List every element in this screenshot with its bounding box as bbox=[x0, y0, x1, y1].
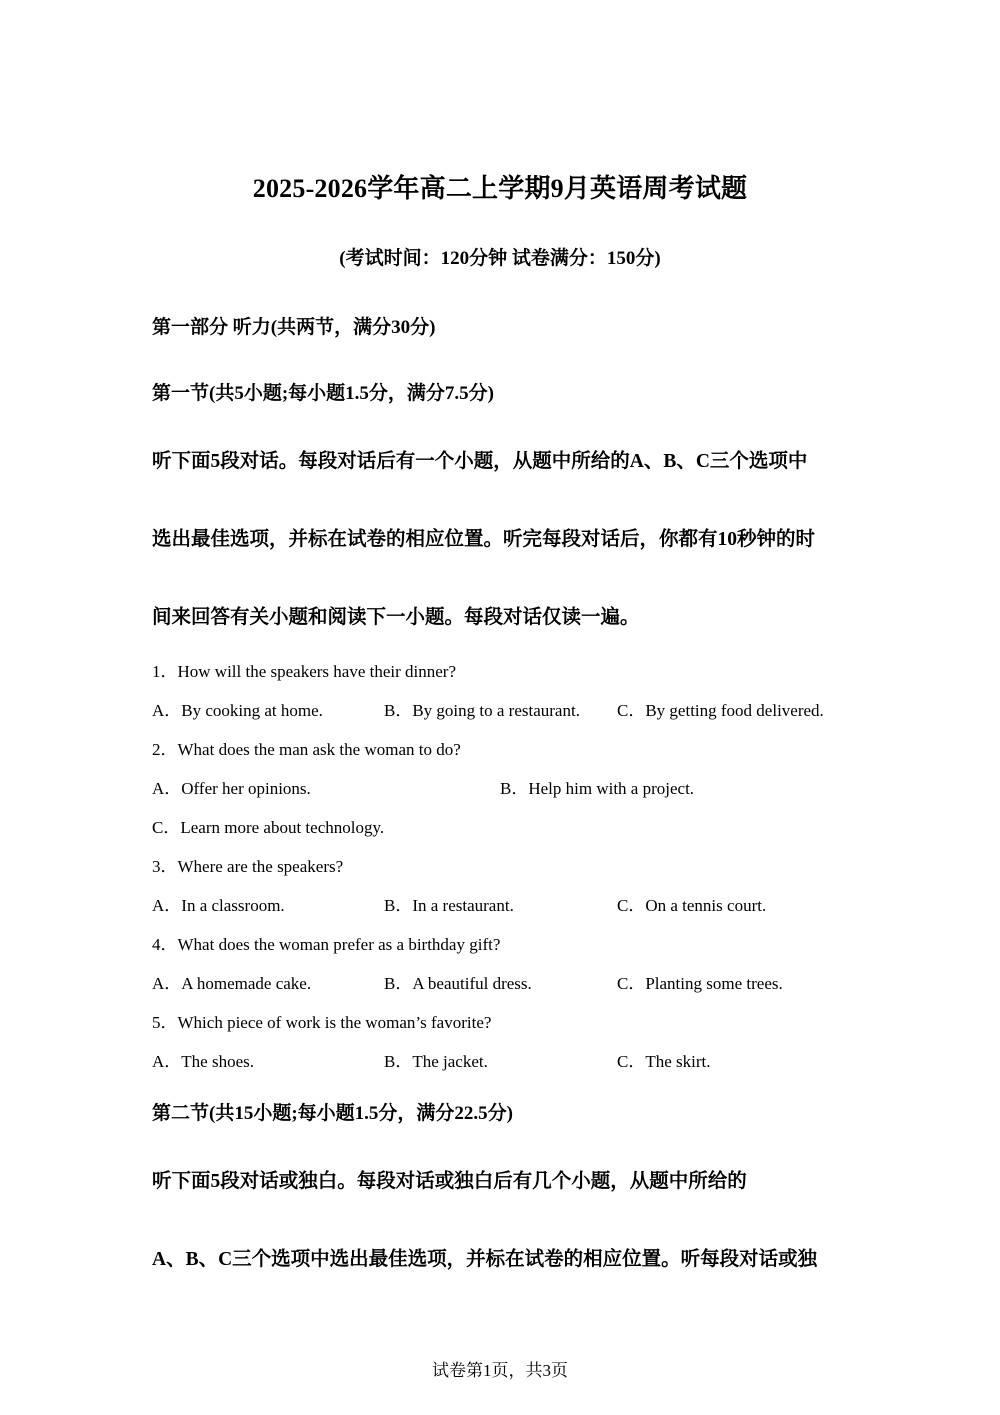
question-1-option-a: A．By cooking at home. bbox=[152, 701, 323, 720]
question-5-option-b: B．The jacket. bbox=[384, 1052, 488, 1071]
page-footer: 试卷第1页，共3页 bbox=[432, 1361, 568, 1380]
question-5-option-c: C．The skirt. bbox=[617, 1052, 711, 1071]
section1-instruction-line: 选出最佳选项，并标在试卷的相应位置。听完每段对话后，你都有10秒钟的时 bbox=[152, 529, 816, 550]
question-3-stem: 3．Where are the speakers? bbox=[152, 857, 344, 876]
question-1-option-c: C．By getting food delivered. bbox=[617, 701, 824, 720]
question-4-option-c: C．Planting some trees. bbox=[617, 974, 783, 993]
question-3-option-c: C．On a tennis court. bbox=[617, 896, 767, 915]
question-5-stem: 5．Which piece of work is the woman’s favorite? bbox=[152, 1013, 492, 1032]
question-4-stem: 4．What does the woman prefer as a birthday gift? bbox=[152, 935, 501, 954]
question-2-option-a: A．Offer her opinions. bbox=[152, 779, 311, 798]
question-3-option-b: B．In a restaurant. bbox=[384, 896, 514, 915]
section1-heading: 第一节(共5小题;每小题1.5分，满分7.5分) bbox=[152, 383, 494, 404]
section2-instruction-line: 听下面5段对话或独白。每段对话或独白后有几个小题，从题中所给的 bbox=[152, 1171, 747, 1192]
question-2-option-b: B．Help him with a project. bbox=[500, 779, 695, 798]
exam-time-and-score: (考试时间：120分钟 试卷满分：150分) bbox=[339, 248, 661, 269]
section1-instruction-line: 间来回答有关小题和阅读下一小题。每段对话仅读一遍。 bbox=[152, 607, 640, 628]
section2-instruction-line: A、B、C三个选项中选出最佳选项，并标在试卷的相应位置。听每段对话或独 bbox=[152, 1249, 818, 1270]
question-2-option-c: C．Learn more about technology. bbox=[152, 818, 385, 837]
part1-heading: 第一部分 听力(共两节，满分30分) bbox=[152, 317, 436, 338]
question-3-option-a: A．In a classroom. bbox=[152, 896, 285, 915]
question-4-option-a: A．A homemade cake. bbox=[152, 974, 312, 993]
question-4-option-b: B．A beautiful dress. bbox=[384, 974, 532, 993]
question-2-stem: 2．What does the man ask the woman to do? bbox=[152, 740, 461, 759]
exam-title: 2025-2026学年高二上学期9月英语周考试题 bbox=[252, 174, 748, 203]
question-1-stem: 1．How will the speakers have their dinner? bbox=[152, 662, 457, 681]
question-1-option-b: B．By going to a restaurant. bbox=[384, 701, 580, 720]
section2-heading: 第二节(共15小题;每小题1.5分，满分22.5分) bbox=[152, 1103, 513, 1124]
section1-instruction-line: 听下面5段对话。每段对话后有一个小题，从题中所给的A、B、C三个选项中 bbox=[152, 451, 808, 472]
question-5-option-a: A．The shoes. bbox=[152, 1052, 254, 1071]
